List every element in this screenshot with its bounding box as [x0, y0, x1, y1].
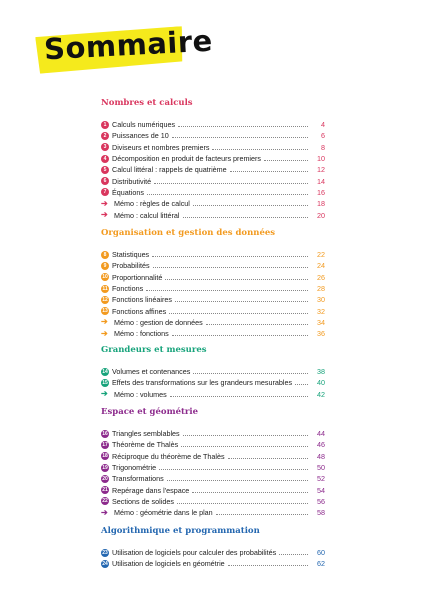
page-number: 28 — [317, 284, 325, 294]
chapter-entry[interactable] — [101, 558, 325, 569]
chapter-entry[interactable] — [101, 164, 325, 175]
dot-leader — [147, 194, 308, 195]
memo-entry[interactable] — [101, 389, 325, 400]
chapter-number-badge: 23 — [102, 549, 108, 556]
chapter-entry[interactable] — [101, 130, 325, 141]
chapter-entry[interactable] — [101, 187, 325, 198]
dot-leader — [212, 149, 308, 150]
arrow-right-icon: ➔ — [101, 328, 108, 338]
page-number: 54 — [317, 485, 325, 495]
dot-leader — [193, 205, 308, 206]
dot-leader — [172, 335, 308, 336]
chapter-number-badge: 6 — [101, 177, 109, 185]
arrow-right-icon: ➔ — [101, 198, 108, 208]
dot-leader — [230, 171, 308, 172]
dot-leader — [181, 446, 308, 447]
chapter-entry[interactable] — [101, 283, 325, 294]
section-nombres — [101, 98, 325, 221]
page-number: 24 — [317, 261, 325, 271]
chapter-entry[interactable] — [101, 473, 325, 484]
page-number: 56 — [317, 496, 325, 506]
chapter-number-badge: 15 — [102, 379, 108, 386]
page-number: 30 — [317, 295, 325, 305]
page-number: 40 — [317, 378, 325, 388]
chapter-number-badge: 9 — [101, 262, 109, 270]
chapter-number-badge: 10 — [102, 274, 108, 281]
chapter-entry[interactable] — [101, 294, 325, 305]
entry-label: Diviseurs et nombres premiers — [112, 142, 210, 152]
chapter-number-badge: 20 — [102, 475, 108, 482]
dot-leader — [178, 126, 308, 127]
chapter-number-badge: 19 — [102, 464, 108, 471]
chapter-entry[interactable] — [101, 305, 325, 316]
section-title: Nombres et calculs — [101, 98, 193, 108]
chapter-number-badge: 22 — [102, 498, 108, 505]
chapter-number-badge: 12 — [102, 296, 108, 303]
entry-label: Distributivité — [112, 176, 152, 186]
page-number: 12 — [317, 165, 325, 175]
page-number: 22 — [317, 250, 325, 260]
dot-leader — [206, 324, 308, 325]
section-title: Grandeurs et mesures — [101, 345, 207, 355]
dot-leader — [167, 480, 308, 481]
entry-label: Fonctions affines — [112, 306, 167, 316]
page-number: 38 — [317, 367, 325, 377]
entry-label: Mémo : géométrie dans le plan — [114, 508, 213, 518]
section-title: Espace et géométrie — [101, 407, 199, 417]
dot-leader — [169, 313, 308, 314]
entry-label: Mémo : volumes — [114, 389, 167, 399]
entry-label: Probabilités — [112, 261, 150, 271]
entry-label: Triangles semblables — [112, 429, 180, 439]
chapter-entry[interactable] — [101, 439, 325, 450]
chapter-entry[interactable] — [101, 484, 325, 495]
dot-leader — [183, 435, 308, 436]
chapter-number-badge: 8 — [101, 251, 109, 259]
section-title: Algorithmique et programmation — [101, 526, 260, 536]
arrow-right-icon: ➔ — [101, 210, 108, 220]
chapter-number-badge: 13 — [102, 308, 108, 315]
entry-label: Volumes et contenances — [112, 367, 191, 377]
dot-leader — [228, 565, 308, 566]
chapter-number-badge: 11 — [102, 285, 108, 292]
entry-label: Statistiques — [112, 250, 150, 260]
section-organisation — [101, 228, 325, 339]
chapter-entry[interactable] — [101, 451, 325, 462]
dot-leader — [152, 256, 308, 257]
chapter-number-badge: 3 — [101, 143, 109, 151]
chapter-entry[interactable] — [101, 428, 325, 439]
entry-label: Équations — [112, 187, 144, 197]
chapter-entry[interactable] — [101, 462, 325, 473]
chapter-entry[interactable] — [101, 547, 325, 558]
entry-label: Réciproque du théorème de Thalès — [112, 451, 225, 461]
page-number: 62 — [317, 559, 325, 569]
chapter-entry[interactable] — [101, 153, 325, 164]
page-number: 42 — [317, 389, 325, 399]
entry-label: Proportionnalité — [112, 272, 163, 282]
chapter-entry[interactable] — [101, 142, 325, 153]
entry-label: Calculs numériques — [112, 120, 176, 130]
chapter-number-badge: 5 — [101, 166, 109, 174]
chapter-entry[interactable] — [101, 119, 325, 130]
memo-entry[interactable] — [101, 507, 325, 518]
dot-leader — [177, 503, 308, 504]
chapter-number-badge: 2 — [101, 132, 109, 140]
entry-label: Mémo : gestion de données — [114, 317, 203, 327]
page-number: 26 — [317, 272, 325, 282]
entry-label: Théorème de Thalès — [112, 440, 179, 450]
entry-label: Fonctions — [112, 284, 144, 294]
entry-label: Mémo : règles de calcul — [114, 199, 190, 209]
chapter-entry[interactable] — [101, 175, 325, 186]
dot-leader — [183, 217, 308, 218]
section-algo — [101, 526, 325, 570]
dot-leader — [165, 279, 308, 280]
page-number: 44 — [317, 429, 325, 439]
dot-leader — [295, 384, 308, 385]
dot-leader — [193, 373, 308, 374]
page-number: 14 — [317, 176, 325, 186]
entry-label: Repérage dans l'espace — [112, 485, 190, 495]
dot-leader — [172, 137, 308, 138]
page-number: 60 — [317, 548, 325, 558]
entry-label: Transformations — [112, 474, 164, 484]
arrow-right-icon: ➔ — [101, 389, 108, 399]
dot-leader — [279, 554, 308, 555]
entry-label: Fonctions linéaires — [112, 295, 172, 305]
page-number: 16 — [317, 187, 325, 197]
page-title: Sommaire — [43, 23, 214, 67]
dot-leader — [175, 301, 308, 302]
chapter-number-badge: 4 — [101, 155, 109, 163]
page-number: 58 — [317, 508, 325, 518]
entry-label: Calcul littéral : rappels de quatrième — [112, 165, 227, 175]
dot-leader — [216, 514, 308, 515]
chapter-number-badge: 7 — [101, 188, 109, 196]
dot-leader — [228, 458, 308, 459]
page-number: 50 — [317, 463, 325, 473]
chapter-entry[interactable] — [101, 377, 325, 388]
chapter-number-badge: 18 — [102, 453, 108, 460]
chapter-number-badge: 14 — [102, 368, 108, 375]
entry-label: Sections de solides — [112, 496, 174, 506]
page-number: 34 — [317, 317, 325, 327]
memo-entry[interactable] — [101, 317, 325, 328]
arrow-right-icon: ➔ — [101, 317, 108, 327]
entry-label: Trigonométrie — [112, 463, 157, 473]
entry-label: Décomposition en produit de facteurs premiers — [112, 154, 262, 164]
page-number: 48 — [317, 451, 325, 461]
page-number: 10 — [317, 154, 325, 164]
dot-leader — [146, 290, 308, 291]
section-espace — [101, 407, 325, 518]
chapter-number-badge: 21 — [102, 487, 108, 494]
dot-leader — [153, 267, 308, 268]
page-number: 6 — [321, 131, 325, 141]
entry-label: Mémo : fonctions — [114, 329, 169, 339]
memo-entry[interactable] — [101, 209, 325, 220]
page-number: 20 — [317, 210, 325, 220]
chapter-number-badge: 17 — [102, 441, 108, 448]
entry-label: Puissances de 10 — [112, 131, 169, 141]
page-number: 18 — [317, 199, 325, 209]
dot-leader — [154, 183, 308, 184]
arrow-right-icon: ➔ — [101, 507, 108, 517]
dot-leader — [159, 469, 308, 470]
entry-label: Mémo : calcul littéral — [114, 210, 180, 220]
page-number: 4 — [321, 120, 325, 130]
dot-leader — [192, 492, 308, 493]
page-number: 32 — [317, 306, 325, 316]
dot-leader — [264, 160, 308, 161]
chapter-entry[interactable] — [101, 366, 325, 377]
chapter-number-badge: 16 — [102, 430, 108, 437]
page-number: 52 — [317, 474, 325, 484]
page-number: 8 — [321, 142, 325, 152]
entry-label: Utilisation de logiciels pour calculer des probabilités — [112, 548, 277, 558]
dot-leader — [170, 396, 308, 397]
section-title: Organisation et gestion des données — [101, 228, 276, 238]
page-number: 36 — [317, 329, 325, 339]
chapter-entry[interactable] — [101, 249, 325, 260]
chapter-entry[interactable] — [101, 496, 325, 507]
chapter-number-badge: 1 — [101, 121, 109, 129]
section-grandeurs — [101, 345, 325, 400]
memo-entry[interactable] — [101, 198, 325, 209]
page-number: 46 — [317, 440, 325, 450]
chapter-number-badge: 24 — [102, 560, 108, 567]
chapter-entry[interactable] — [101, 272, 325, 283]
memo-entry[interactable] — [101, 328, 325, 339]
entry-label: Utilisation de logiciels en géométrie — [112, 559, 225, 569]
chapter-entry[interactable] — [101, 260, 325, 271]
entry-label: Effets des transformations sur les grandeurs mesurables — [112, 378, 293, 388]
